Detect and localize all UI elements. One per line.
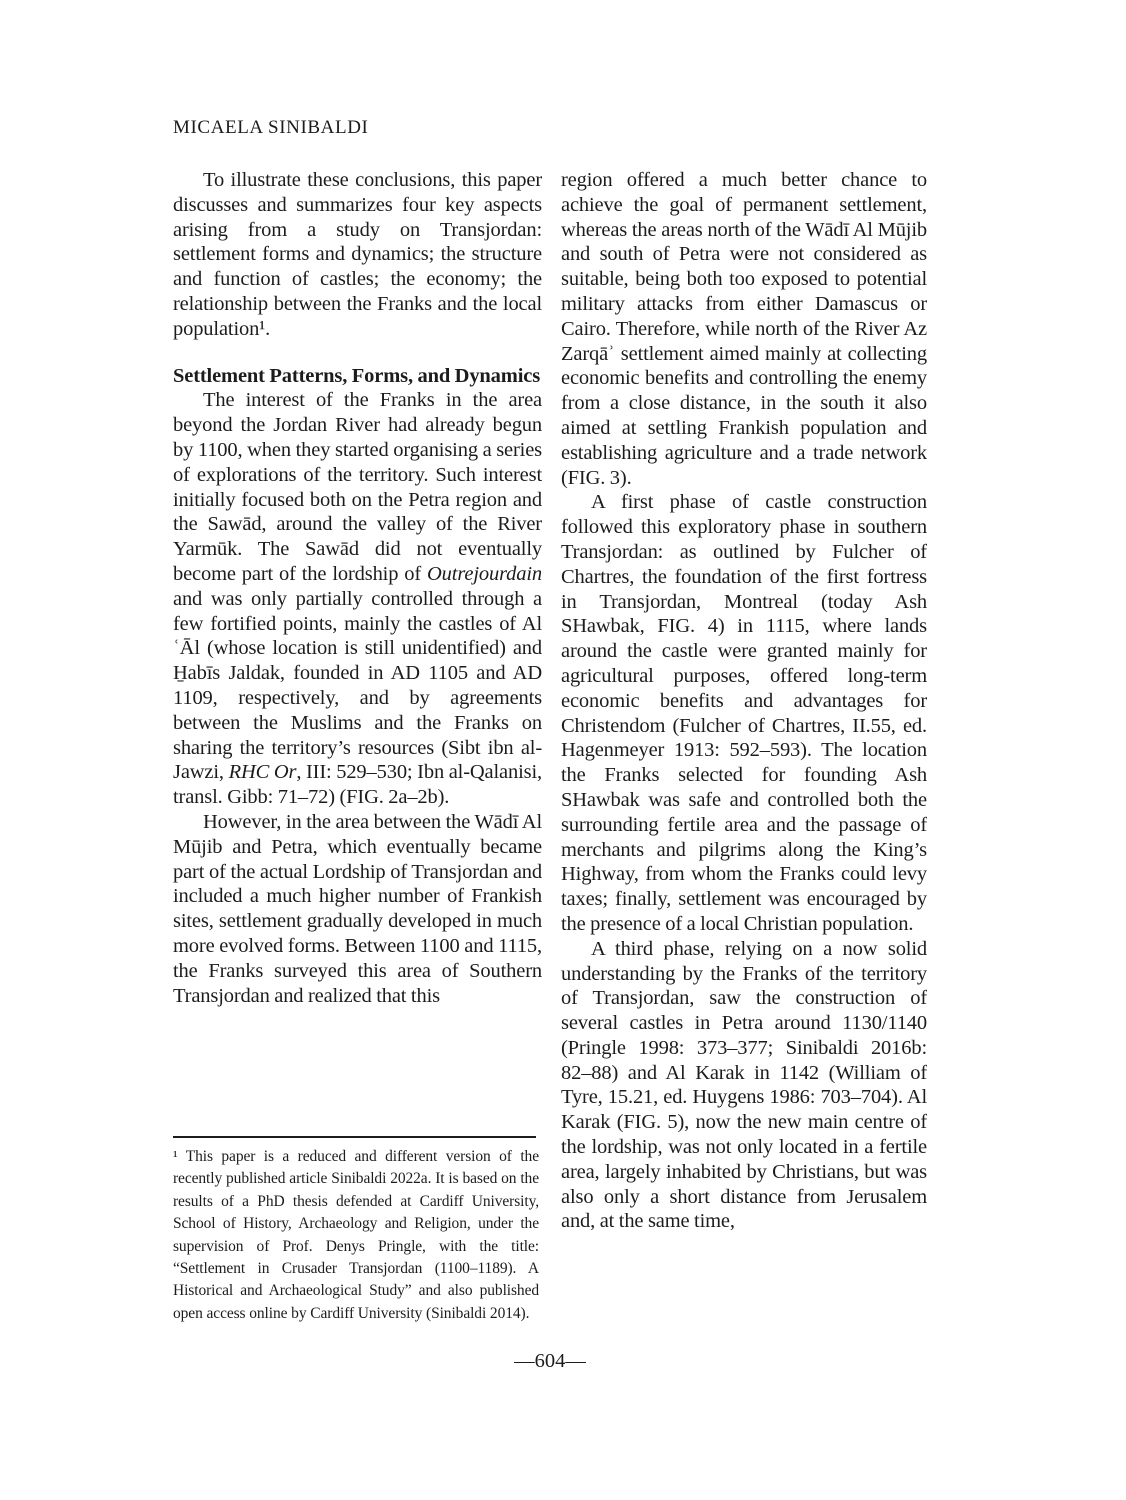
left-text-column: [173, 168, 542, 1130]
page-number: —604—: [514, 1350, 586, 1372]
running-header-author: MICAELA SINIBALDI: [173, 117, 369, 138]
right-text-column: [561, 168, 927, 1360]
footnote-1-text: ¹ This paper is a reduced and different version of the recently published article Sinibaldi 2022a. It is based on the results of a PhD thesis defended at Cardiff University, School of History, Archaeology and Religion, under the supervision of Prof. Denys Pringle, with the title: “Settlement in Crusader Transjordan (1100–1189). A Historical and Archaeological Study” and also published open access online by Cardiff University (Sinibaldi 2014).: [173, 1148, 539, 1322]
paragraph-wadi-mujib-petra: However, in the area between the Wādī Al Mūjib and Petra, which eventually became part of the actual Lordship of Transjordan and included a much higher number of Frankish sites, settlement gradually developed in much more evolved forms. Between 1100 and 1115, the Franks surveyed this area of Southern Transjordan and realized that this: [173, 810, 542, 1007]
paragraph-third-phase: A third phase, relying on a now solid understanding by the Franks of the territory of Transjordan, saw the construction of several castles in Petra around 1130/1140 (Pringle 1998: 373–377; Sinibaldi 2016b: 82–88) and Al Karak in 1142 (William of Tyre, 15.21, ed. Huygens 1986: 703–704). Al Karak (FIG. 5), now the new main centre of the lordship, was not only located in a fertile area, largely inhabited by Christians, but was also only a short distance from Jerusalem and, at the same time,: [561, 937, 927, 1233]
paragraph-region-continuation: region offered a much better chance to achieve the goal of permanent settlement, whereas the areas north of the Wādī Al Mūjib and south of Petra were not considered as suitable, being both too exposed to potential military attacks from either Damascus or Cairo. Therefore, while north of the River Az Zarqāʾ settlement aimed mainly at collecting economic benefits and controlling the enemy from a close distance, in the south it also aimed at settling Frankish population and establishing agriculture and a trade network (FIG. 3).: [561, 169, 927, 489]
paragraph-first-phase: A first phase of castle construction followed this exploratory phase in southern Transjordan: as outlined by Fulcher of Chartres, the foundation of the first fortress in Transjordan, Montreal (today Ash SHawbak, FIG. 4) in 1115, where lands around the castle were granted mainly for agricultural purposes, offered long-term economic benefits and advantages for Christendom (Fulcher of Chartres, II.55, ed. Hagenmeyer 1913: 592–593). The location the Franks selected for founding Ash SHawbak was safe and controlled both the surrounding fertile area and the passage of merchants and pilgrims along the King’s Highway, from whom the Franks could levy taxes; finally, settlement was encouraged by the presence of a local Christian population.: [561, 491, 927, 935]
footnote-separator: [173, 1136, 536, 1138]
footnote-block: [173, 1146, 539, 1325]
paragraph-franks-interest: The interest of the Franks in the area beyond the Jordan River had already begun by 1100, when they started organising a series of explorations of the territory. Such interest initially focused both on the Petra region and the Sawād, around the valley of the River Yarmūk. The Sawād did not eventually become part of the lordship of Outrejourdain and was only partially controlled through a few fortified points, mainly the castles of Al ʿĀl (whose location is still unidentified) and H̱abīs Jaldak, founded in AD 1105 and AD 1109, respectively, and by agreements between the Muslims and the Franks on sharing the territory’s resources (Sibt ibn al-Jawzi, RHC Or, III: 529–530; Ibn al-Qalanisi, transl. Gibb: 71–72) (FIG. 2a–2b).: [173, 389, 542, 809]
section-heading-settlement-patterns: Settlement Patterns, Forms, and Dynamics: [173, 364, 541, 387]
paragraph-intro: To illustrate these conclusions, this paper discusses and summarizes four key aspects arising from a study on Transjordan: settlement forms and dynamics; the structure and function of castles; the economy; the relationship between the Franks and the local population¹.: [173, 169, 542, 340]
